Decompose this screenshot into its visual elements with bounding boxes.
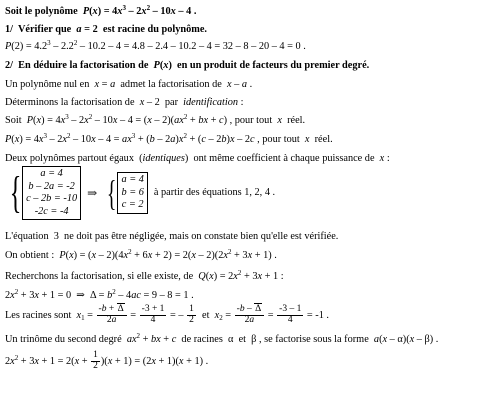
expanded-identity: $P(x) = 4x^3 - 2x^2 - 10x - 4 = ax^3 + (b - 2a)x^2 + (c - 2b)x - 2c$ , pour tout x réel. xyxy=(5,132,333,145)
half-fraction: $\frac{1}{2}$ xyxy=(93,350,98,371)
factor-theorem-line: Un polynôme nul en x = a admet la factorisation de x – a . xyxy=(5,79,253,90)
system-solution xyxy=(117,172,147,214)
q-factorization-intro: Recherchons la factorisation, si elle existe, de $Q(x) = 2x^2 + 3x + 1$ : xyxy=(5,269,284,282)
final-factorization: $2x^2 + 3x + 1 = 2(x$ + $\frac{1}{2}$ )(x + 1) = (2x + 1)(x + 1) . xyxy=(5,350,209,371)
roots-line: Les racines sont $x_1$ = $\frac{-b + \Delta}{2a}$ = $\frac{-3 + 1}{4}$ = – $\frac{1}{2}$ et $x_2$ = $\frac{-b - \Delta}{2a}$ = $\frac{-3 - 1}{4}$ = -1 . xyxy=(5,304,330,325)
solution-c: c = 2 xyxy=(121,199,144,211)
solution-b: b = 6 xyxy=(121,186,144,198)
factorization-result: On obtient : $P(x) = (x - 2)(4x^2 + 6x + 2) = 2(x - 2)(2x^2 + 3x + 1)$ . xyxy=(5,248,277,261)
evaluation-p2: $P(2) = 4.2^3 - 2.2^2 - 10.2 - 4 = 4.8 - 2.4 - 10.2 - 4 = 32 - 8 - 20 - 4 = 0$ . xyxy=(5,39,306,52)
identical-polynomials-line: Deux polynômes partout égaux (identiques) ont même coefficient à chaque puissance de x : xyxy=(5,153,390,164)
equation-3-remark: L'équation 3 ne doit pas être négligée, mais on constate bien qu'elle est vérifiée. xyxy=(5,231,339,242)
equation-system xyxy=(5,166,275,220)
implies-arrow: ⇒ xyxy=(87,185,98,200)
system-eq-1: a = 4 xyxy=(40,168,63,179)
question-1: 1/ Vérifier que a = 2 est racine du polynôme. xyxy=(5,24,207,35)
question-2: 2/ En déduire la factorisation de P(x) en un produit de facteurs du premier degré. xyxy=(5,60,370,71)
identification-intro: Déterminons la factorisation de x – 2 par identification : xyxy=(5,97,244,108)
factorization-setup: Soit $P(x) = 4x^3 - 2x^2 - 10x - 4 = (x - 2)(ax^2$ + bx + c) , pour tout x réel. xyxy=(5,113,306,126)
system-eq-3: c – 2b = -10 xyxy=(26,193,78,205)
solution-left-brace: { xyxy=(107,173,117,214)
system-eq-4: -2c = -4 xyxy=(34,205,69,217)
root2-numeric: $\frac{-3 - 1}{4}$ xyxy=(279,304,302,325)
discriminant-line: $2x^2 + 3x + 1 = 0$ ⇒ $\Delta = b^2 - 4ac = 9 - 8 = 1$ . xyxy=(5,288,194,301)
trinomial-factorization-rule: Un trinôme du second degré $ax^2$ + bx + c de racines α et β , se factorise sous la forme a(x – α)(x – β) . xyxy=(5,332,439,345)
root2-formula: $\frac{-b - \Delta}{2a}$ xyxy=(235,305,265,326)
system-left-brace: { xyxy=(9,168,22,218)
root1-numeric: $\frac{-3 + 1}{4}$ xyxy=(141,304,165,325)
system-note: à partir des équations 1, 2, 4 . xyxy=(153,186,276,198)
solution-a: a = 4 xyxy=(121,174,144,186)
root1-formula: $\frac{-b + \Delta}{2a}$ xyxy=(97,305,127,326)
system-eq-2: b – 2a = -2 xyxy=(28,180,75,192)
root1-value: $\frac{1}{2}$ xyxy=(189,304,194,325)
system-equations xyxy=(22,166,81,220)
problem-statement: Soit le polynôme $P(x) = 4x^3 - 2x^2 - 10x - 4$ . xyxy=(5,4,197,17)
